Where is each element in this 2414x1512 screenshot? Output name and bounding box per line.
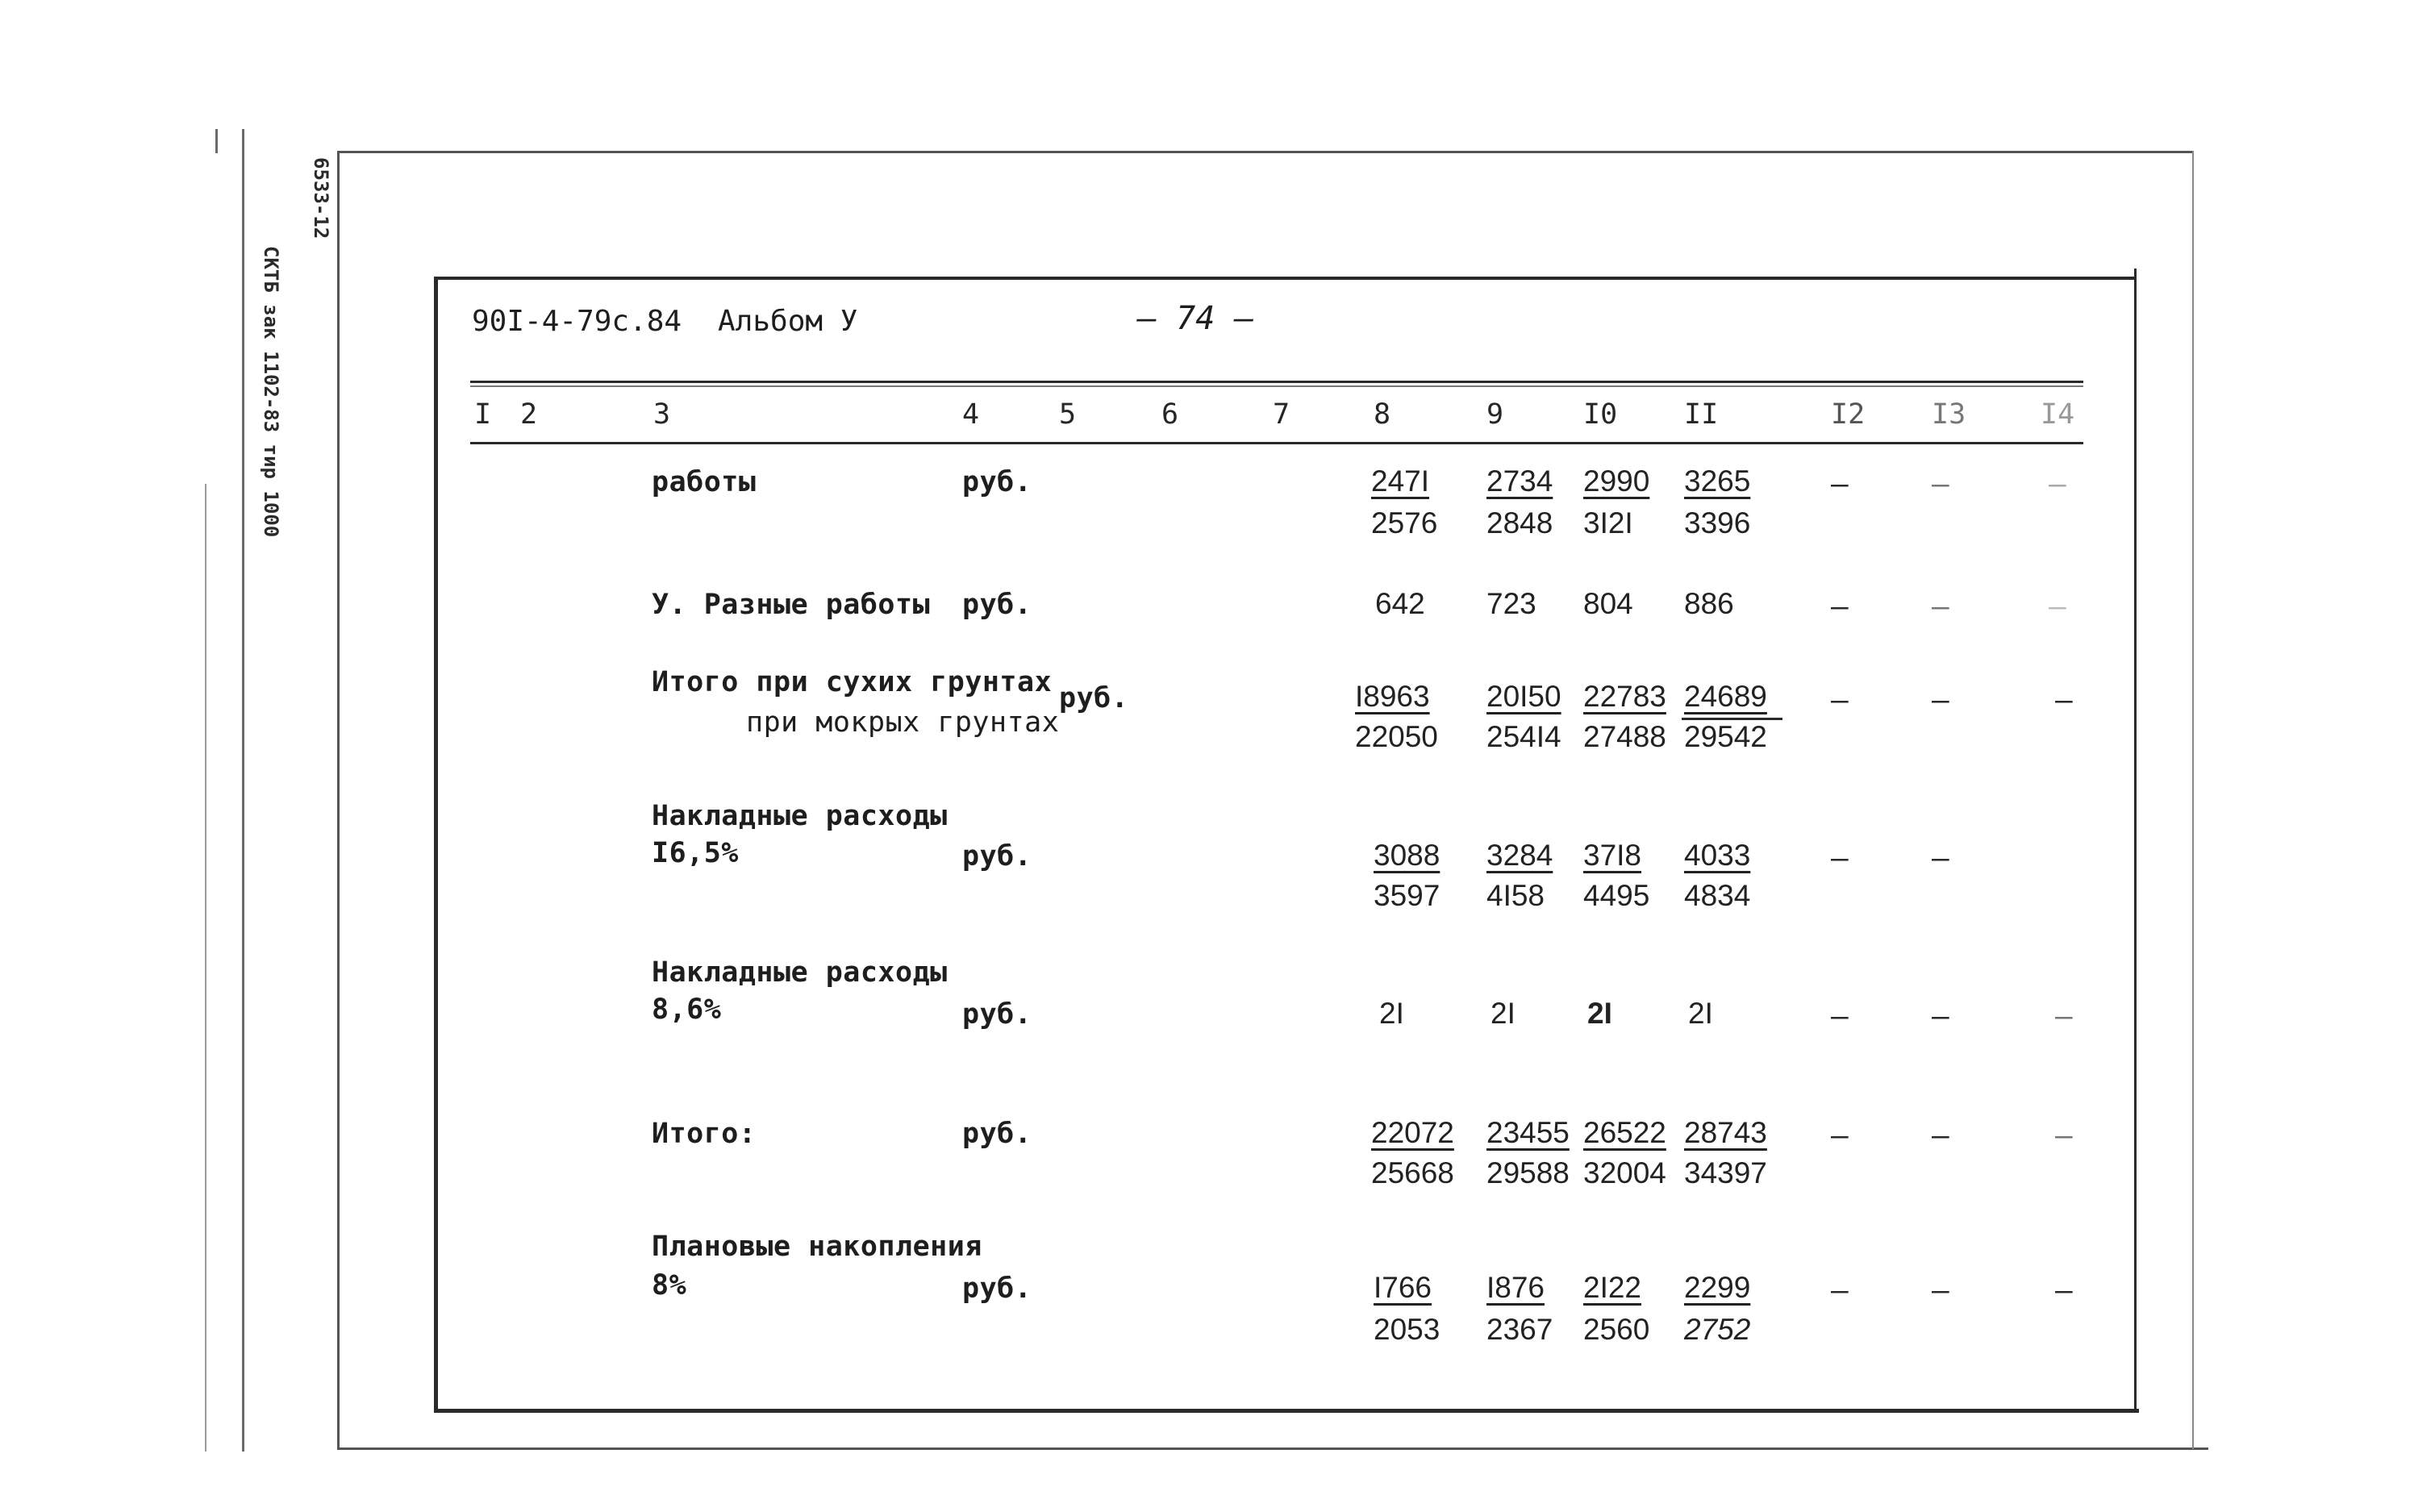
value-top: 247I	[1371, 464, 1430, 498]
page-number: – 74 –	[1137, 300, 1254, 337]
empty-cell-dash: –	[1831, 842, 1849, 875]
document-header	[472, 305, 858, 338]
row-label-line2: при мокрых грунтах	[746, 706, 1060, 739]
value-top: 28743	[1684, 1116, 1767, 1149]
value-top: 24689	[1684, 680, 1767, 713]
value-single: 886	[1684, 587, 1734, 620]
empty-cell-dash: –	[2049, 590, 2066, 623]
empty-cell-dash: –	[2049, 468, 2066, 501]
doc-code: 90I-4-79с.84	[472, 305, 682, 338]
value-bottom: 22050	[1355, 720, 1438, 753]
column-number: 6	[1161, 398, 1179, 431]
column-number: I0	[1583, 398, 1618, 431]
row-unit: руб.	[962, 840, 1032, 873]
value-bottom: 34397	[1684, 1156, 1767, 1189]
value-bottom: 29588	[1486, 1156, 1570, 1189]
value-top: 23455	[1486, 1116, 1570, 1149]
column-number: I2	[1831, 398, 1866, 431]
left-edge-line	[205, 484, 206, 1452]
value-bottom: 29542	[1684, 720, 1767, 753]
empty-cell-dash: –	[1831, 590, 1849, 623]
value-top: 4033	[1684, 839, 1751, 872]
inner-frame-left	[434, 277, 438, 1412]
row-label-line2: I6,5%	[652, 837, 739, 869]
column-number: 9	[1486, 398, 1504, 431]
value-top: 3265	[1684, 464, 1751, 498]
value-bottom: 2752	[1684, 1313, 1751, 1346]
value-bottom: 3597	[1374, 879, 1440, 912]
row-label-line2: 8,6%	[652, 993, 722, 1026]
empty-cell-dash: –	[2055, 1119, 2073, 1152]
column-number: I3	[1932, 398, 1966, 431]
empty-cell-dash: –	[1831, 1119, 1849, 1152]
value-top: I8963	[1355, 680, 1430, 713]
value-top: 2990	[1583, 464, 1650, 498]
column-number: 5	[1059, 398, 1077, 431]
row-label: У. Разные работы	[652, 589, 931, 621]
row-label: Итого:	[652, 1118, 757, 1150]
value-bottom: 25668	[1371, 1156, 1454, 1189]
row-label: работы	[652, 466, 757, 498]
empty-cell-dash: –	[1932, 468, 1949, 501]
value-top: 2I22	[1583, 1271, 1642, 1304]
empty-cell-dash: –	[1831, 1274, 1849, 1307]
value-top: 37I8	[1583, 839, 1642, 872]
row-unit: руб.	[962, 589, 1032, 621]
value-top: 22072	[1371, 1116, 1454, 1149]
left-edge-tick	[215, 129, 218, 153]
left-margin-line	[242, 129, 244, 1452]
empty-cell-dash: –	[2055, 1274, 2073, 1307]
column-number: 4	[962, 398, 980, 431]
album-title: Альбом У	[718, 305, 858, 338]
value-bottom: 2848	[1486, 506, 1553, 539]
value-bottom: 3I2I	[1583, 506, 1633, 539]
header-rule-top-2	[470, 385, 2083, 387]
column-number: 3	[653, 398, 671, 431]
row-label: Накладные расходы	[652, 800, 948, 832]
inner-frame-bottom	[434, 1409, 2139, 1413]
column-number: I4	[2041, 398, 2075, 431]
empty-cell-dash: –	[1831, 1000, 1849, 1033]
row-unit: руб.	[962, 998, 1032, 1031]
value-single: 2I	[1688, 997, 1713, 1030]
value-single: 723	[1486, 587, 1536, 620]
empty-cell-dash: –	[2055, 684, 2073, 717]
row-label-line2: 8%	[652, 1269, 687, 1302]
header-rule-top	[470, 381, 2083, 383]
column-number: 7	[1273, 398, 1290, 431]
value-bottom: 4495	[1583, 879, 1650, 912]
row-label: Накладные расходы	[652, 956, 948, 989]
row-unit: руб.	[962, 466, 1032, 498]
value-single: 804	[1583, 587, 1633, 620]
value-bottom: 2367	[1486, 1313, 1553, 1346]
value-single: 642	[1375, 587, 1425, 620]
value-top: 22783	[1583, 680, 1666, 713]
value-bottom: 2053	[1374, 1313, 1440, 1346]
value-bottom: 4834	[1684, 879, 1751, 912]
empty-cell-dash: –	[1932, 1274, 1949, 1307]
inner-frame-top	[434, 277, 2136, 280]
outer-frame-bottom	[337, 1447, 2208, 1450]
value-bottom: 2560	[1583, 1313, 1650, 1346]
row-label: Итого при сухих грунтах	[652, 666, 1053, 698]
header-rule-bottom	[470, 442, 2083, 444]
value-single: 2I	[1491, 997, 1516, 1030]
value-top: 2734	[1486, 464, 1553, 498]
empty-cell-dash: –	[1932, 590, 1949, 623]
outer-frame-right	[2192, 151, 2194, 1449]
row-unit: руб.	[962, 1272, 1032, 1305]
inner-frame-right	[2134, 269, 2137, 1412]
column-number: 8	[1374, 398, 1391, 431]
value-bottom: 2576	[1371, 506, 1438, 539]
row-label: Плановые накопления	[652, 1231, 982, 1263]
row-unit: руб.	[962, 1118, 1032, 1150]
empty-cell-dash: –	[1831, 468, 1849, 501]
value-bottom: 254I4	[1486, 720, 1561, 753]
empty-cell-dash: –	[1831, 684, 1849, 717]
empty-cell-dash: –	[1932, 1119, 1949, 1152]
value-bottom: 27488	[1583, 720, 1666, 753]
value-top: I876	[1486, 1271, 1545, 1304]
column-number: 2	[520, 398, 538, 431]
value-top: 26522	[1583, 1116, 1666, 1149]
column-number: I	[474, 398, 492, 431]
value-single: 2I	[1587, 997, 1612, 1030]
value-top: 2299	[1684, 1271, 1751, 1304]
value-top: 3284	[1486, 839, 1553, 872]
column-number: II	[1684, 398, 1719, 431]
value-single: 2I	[1379, 997, 1404, 1030]
value-bottom: 32004	[1583, 1156, 1666, 1189]
corner-code: 6533-12	[310, 157, 332, 240]
empty-cell-dash: –	[1932, 842, 1949, 875]
empty-cell-dash: –	[1932, 684, 1949, 717]
outer-frame-top	[337, 151, 2192, 153]
empty-cell-dash: –	[2055, 1000, 2073, 1033]
value-bottom: 3396	[1684, 506, 1751, 539]
value-top: 20I50	[1486, 680, 1561, 713]
outer-frame-left	[337, 151, 340, 1449]
empty-cell-dash: –	[1932, 1000, 1949, 1033]
row-underline	[1682, 718, 1782, 720]
value-top: I766	[1374, 1271, 1432, 1304]
value-top: 3088	[1374, 839, 1440, 872]
value-bottom: 4I58	[1486, 879, 1545, 912]
row-unit: руб.	[1059, 682, 1129, 714]
side-note: СКТБ зак 1102-83 тир 1000	[260, 246, 282, 538]
